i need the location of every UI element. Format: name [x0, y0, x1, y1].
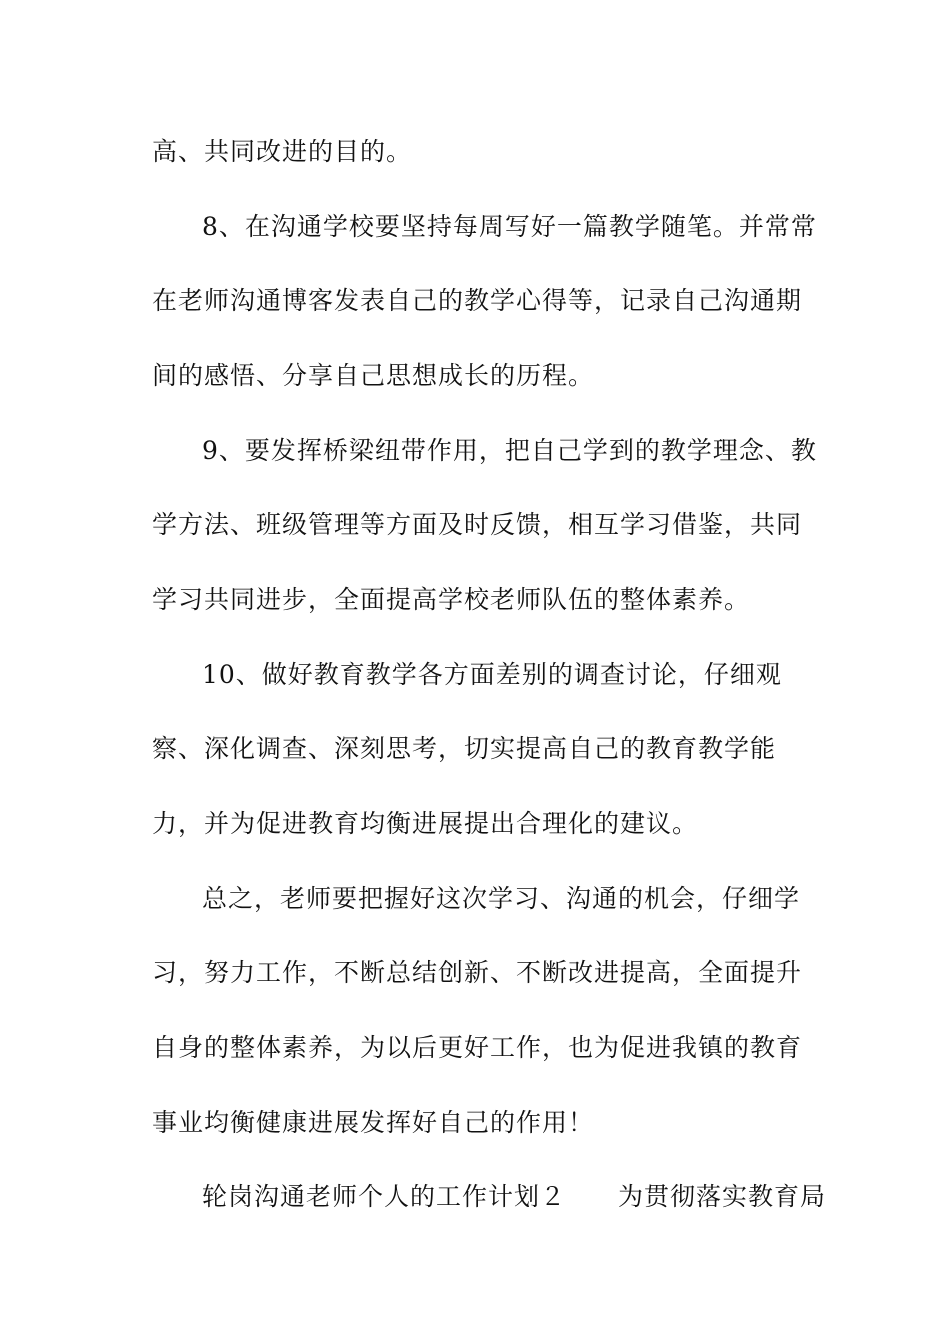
text-line: 自身的整体素养，为以后更好工作，也为促进我镇的教育 [152, 1033, 803, 1062]
text-line: 学方法、班级管理等方面及时反馈，相互学习借鉴，共同 [152, 510, 803, 539]
text-line: 学习共同进步，全面提高学校老师队伍的整体素养。 [152, 585, 751, 614]
text-line: 8、在沟通学校要坚持每周写好一篇教学随笔。并常常 [202, 212, 817, 241]
text-line: 10、做好教育教学各方面差别的调查讨论，仔细观 [202, 660, 782, 689]
text-line: 事业均衡健康进展发挥好自己的作用！ [152, 1108, 595, 1137]
text-line: 力，并为促进教育均衡进展提出合理化的建议。 [152, 809, 699, 838]
text-line: 总之，老师要把握好这次学习、沟通的机会，仔细学 [202, 884, 801, 913]
text-line: 高、共同改进的目的。 [152, 137, 413, 166]
text-line: 习，努力工作，不断总结创新、不断改进提高，全面提升 [152, 958, 803, 987]
text-line: 间的感悟、分享自己思想成长的历程。 [152, 361, 595, 390]
section-heading-line: 轮岗沟通老师个人的工作计划２ 为贯彻落实教育局 [202, 1182, 827, 1211]
text-line: 9、要发挥桥梁纽带作用，把自己学到的教学理念、教 [202, 436, 817, 465]
text-line: 察、深化调查、深刻思考，切实提高自己的教育教学能 [152, 734, 777, 763]
text-line: 在老师沟通博客发表自己的教学心得等，记录自己沟通期 [152, 286, 803, 315]
